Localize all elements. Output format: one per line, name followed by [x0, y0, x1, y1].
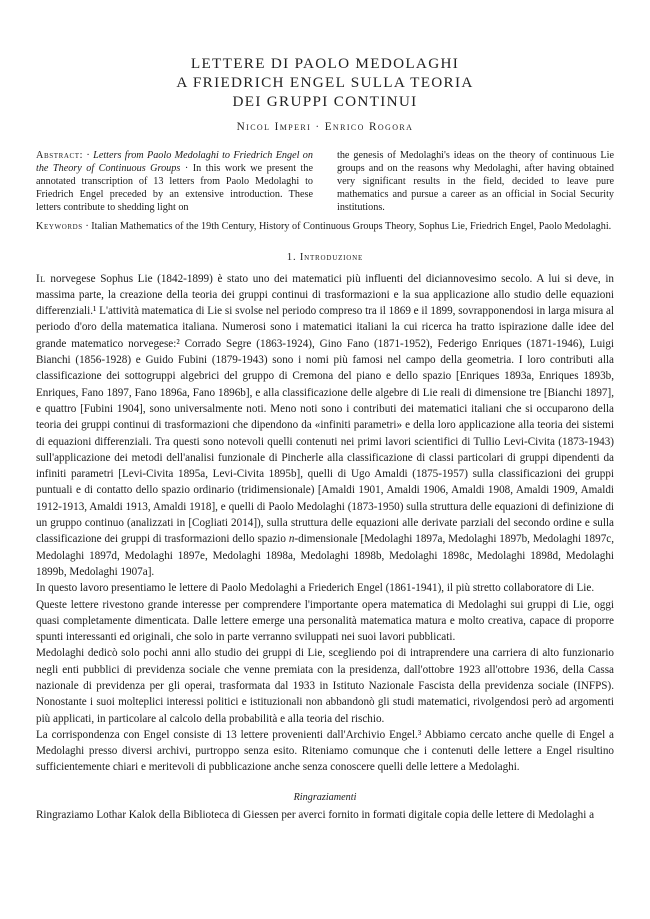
title-line-2: A FRIEDRICH ENGEL SULLA TEORIA [176, 74, 474, 91]
body-text [36, 271, 614, 776]
abstract-english-title: Letters from Paolo Medolaghi to Friedrich Engel on the Theory of Continuous Groups [36, 150, 313, 175]
abstract-separator: · [83, 150, 94, 161]
abstract-text-right: the genesis of Medolaghi's ideas on the theory of continuous Lie groups and on the reasons why Medolaghi, after having obtained very significant results in the field, decided to leave pure mathematics and pursue a career as an official in Social Security institutions. [337, 150, 614, 214]
paragraph: Medolaghi dedicò solo pochi anni allo studio dei gruppi di Lie, scegliendo poi di intraprendere una carriera di alto funzionario negli enti pubblici di previdenza sociale che venne premiata con la presidenza, dall'ottobre 1923 all'ottobre 1936, della Cassa nazionale di previdenza per gli operai, trasformata dal 1933 in Istituto Nazionale Fascista della previdenza sociale (INFPS). Nonostante i suoi molteplici interessi politici e istituzionali non abbandonò gli studi matematici, rivolgendosi però ad argomenti più applicati, in particolare al calcolo della probabilità e alla teoria del rischio. [36, 647, 614, 725]
math-variable: n [288, 533, 295, 546]
paragraph [36, 271, 614, 581]
acknowledgements-title: Ringraziamenti [293, 791, 357, 803]
paragraph: Queste lettere rivestono grande interesse per comprendere l'importante opera matematica di Medolaghi sui gruppi di Lie, oggi quasi completamente dimenticata. Dalle lettere emerge una personalità matematica matura e molto creativa, capace di proporre spunti interessanti ed originali, che solo in parte verranno sviluppati nei suoi lavori pubblicati. [36, 598, 614, 644]
paragraph: La corrispondenza con Engel consiste di 13 lettere provenienti dall'Archivio Engel.³ Abbiamo cercato anche quelle di Engel a Medolaghi presso diversi archivi, purtroppo senza esito. Riteniamo comunque che i contenuti delle lettere a Engel risultino sufficientemente chiari e meritevoli di pubblicazione anche senza conoscere quelli delle lettere a Medolaghi. [36, 728, 614, 774]
title-line-3: DEI GRUPPI CONTINUI [232, 93, 418, 110]
abstract-text-left: · In this work we present the annotated transcription of 13 letters from Paolo Medolaghi to Friedrich Engel preceded by an extensive introduction. These letters contribute to shedding light on [36, 163, 314, 214]
keywords-label: Keywords [36, 221, 83, 233]
keywords-text: · Italian Mathematics of the 19th Century, History of Continuous Groups Theory, Sophus Lie, Friedrich Engel, Paolo Medolaghi. [82, 221, 612, 233]
abstract-right-column [337, 149, 614, 214]
paper-title [36, 54, 614, 111]
paragraph: In questo lavoro presentiamo le lettere di Paolo Medolaghi a Friederich Engel (1861-1941), il più stretto collaboratore di Lie. [36, 582, 595, 595]
keywords [36, 220, 614, 233]
authors: Nicol Imperi · Enrico Rogora [236, 121, 414, 133]
paper-page [36, 0, 614, 823]
acknowledgements-text: Ringraziamo Lothar Kalok della Biblioteca di Giessen per averci fornito in formati digitale copia delle lettere di Medolaghi a [36, 808, 595, 821]
paragraph-text-tail: -dimensionale [Medolaghi 1897a, Medolaghi 1897b, Medolaghi 1897c, Medolaghi 1897d, Medolaghi 1897e, Medolaghi 1898a, Medolaghi 1898b, Medolaghi 1898c, Medolaghi 1898d, Medolaghi 1899b, Medolaghi 1907a]. [36, 533, 614, 578]
section-title: 1. Introduzione [286, 251, 364, 263]
paragraph-lead-word: Il [36, 272, 46, 285]
paragraph-text: norvegese Sophus Lie (1842-1899) è stato uno dei matematici più influenti del diciannovesimo secolo. A lui si deve, in massima parte, la creazione della teoria dei gruppi continui di trasformazioni e la sua applicazione allo studio delle equazioni differenziali.¹ L'attività matematica di Lie si svolse nel periodo compreso tra il 1869 e il 1899, sovrapponendosi in larga misura al periodo d'oro della matematica italiana. Numerosi sono i matematici italiani la cui ricerca ha tratto ispirazione dalle idee del grande matematico norvegese:² Corrado Segre (1863-1924), Gino Fano (1871-1952), Federigo Enriques (1871-1946), Luigi Bianchi (1856-1928) e Guido Fubini (1879-1943) sono i nomi più famosi nel campo della geometria. I loro contributi alla classificazione dei sottogruppi algebrici del gruppo di Cremona del piano e dello spazio [Enriques 1893a, Enriques 1893b, Enriques, Fano 1897, Fano 1896a, Fano 1896b], e alla classificazione delle algebre di Lie reali di dimensione tre [Bianchi 1897], e quattro [Fubini 1904], sono universalmente noti. Meno noti sono i contributi dei matematici italiani che si occuparono della teoria dei gruppi continui di trasformazioni che dipendono da «infiniti parametri» e della loro applicazione alla teoria dei sistemi di equazioni differenziali. Tra questi sono notevoli quelli contenuti nei primi lavori scientifici di Tullio Levi-Civita (1873-1943) sull'applicazione dei metodi dell'analisi funzionale di Pincherle alla classificazione di classi particolari di gruppi dipendenti da infiniti parametri [Levi-Civita 1895a, Levi-Civita 1895b], quelli di Ugo Amaldi (1875-1957) sulla classificazioni dei gruppi puntuali e di contatto dello spazio ordinario (tridimensionale) [Amaldi 1901, Amaldi 1906, Amaldi 1908, Amaldi 1909, Amaldi 1912-1913, Amaldi 1913, Amaldi 1918], e quelli di Paolo Medolaghi (1873-1950) sulla struttura delle equazioni di definizione di un gruppo continuo (analizzati in [Cogliati 2014]), sulla struttura delle equazioni alle derivate parziali del secondo ordine e sulla classificazione dei gruppi di trasformazioni dello spazio [36, 272, 614, 546]
abstract-left-column [36, 149, 313, 214]
abstract-label: Abstract: [36, 150, 84, 161]
abstract [36, 149, 614, 214]
title-line-1: LETTERE DI PAOLO MEDOLAGHI [190, 55, 460, 72]
